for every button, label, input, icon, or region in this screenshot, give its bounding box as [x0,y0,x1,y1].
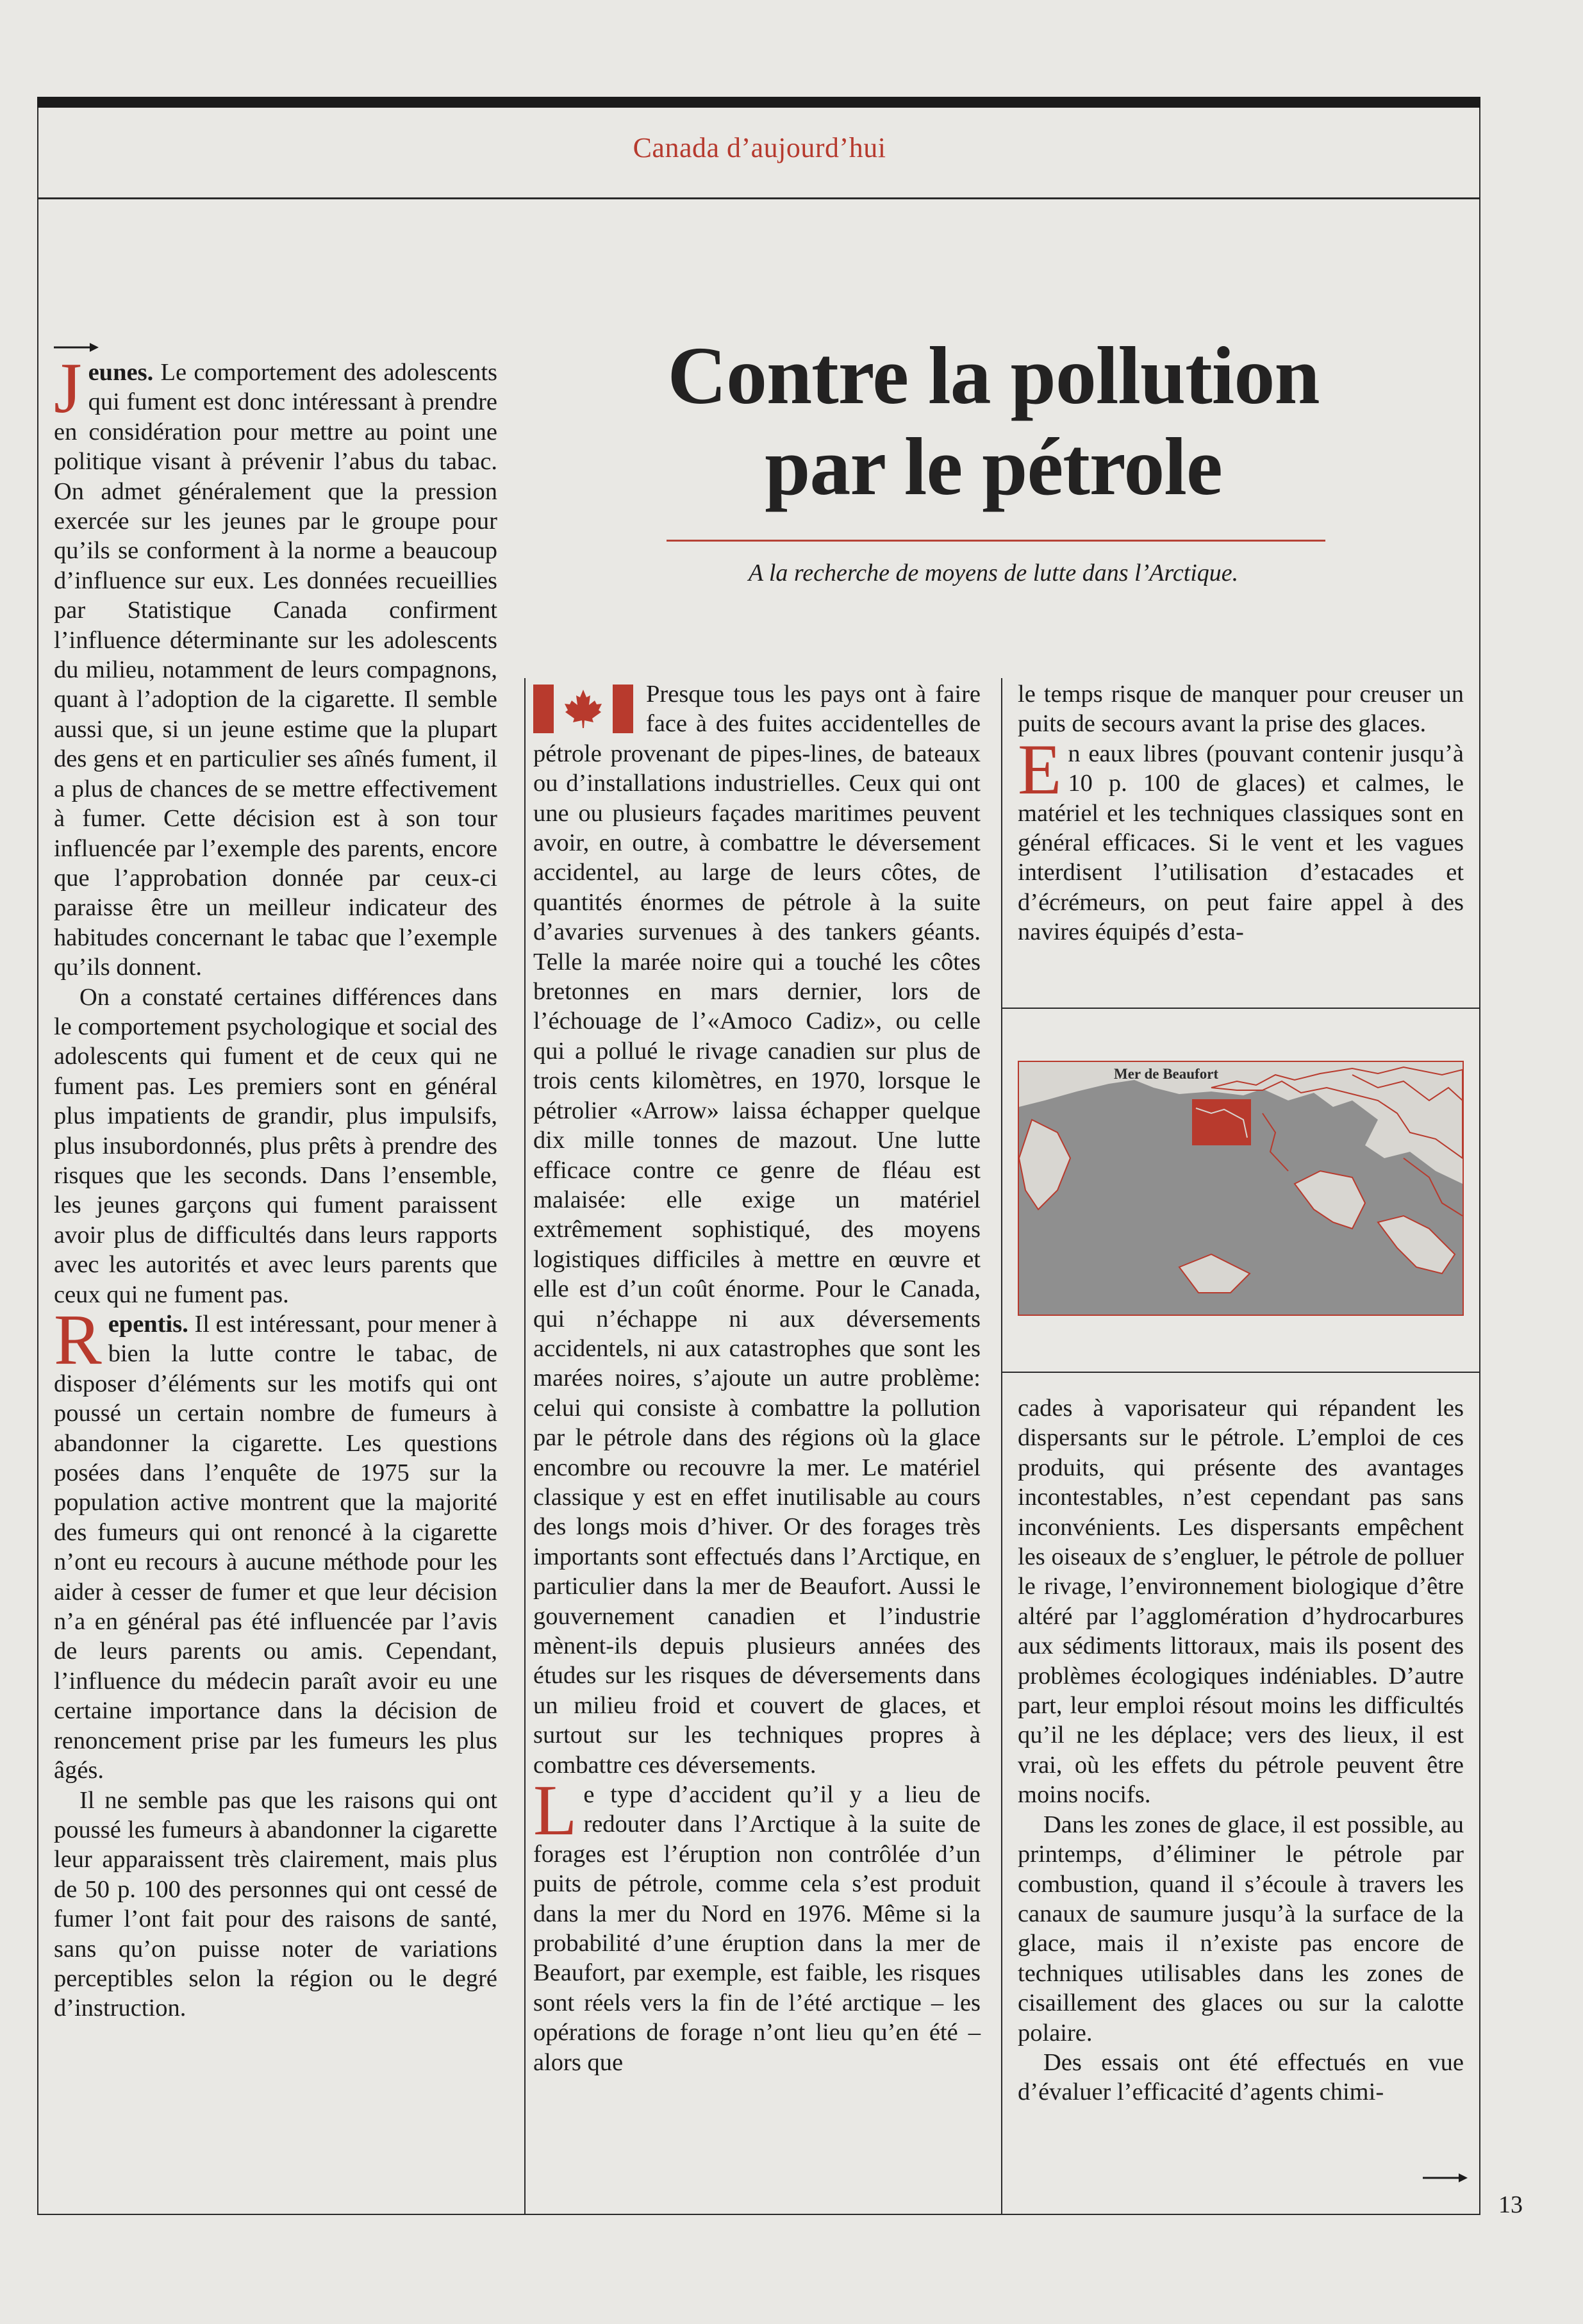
run-in-heading: eunes. [88,359,154,386]
continue-arrow-icon [1423,2171,1468,2184]
column-divider [524,678,526,2215]
paragraph-text: le temps risque de manquer pour creuser un puits de secours avant la prise des glaces. [1018,681,1464,738]
paragraph-text [1018,729,1464,947]
title-line: par le pétrole [765,421,1222,512]
article-title [590,330,1397,512]
figure-rule-top [1001,1008,1480,1009]
drop-cap: J [54,349,82,428]
map-label: Mer de Beaufort [1114,1066,1219,1082]
figure-rule-bottom [1001,1372,1480,1373]
drop-cap: R [54,1300,102,1380]
run-in-heading: epentis. [108,1311,188,1338]
column-divider [1001,678,1002,2215]
drop-cap: L [533,1771,577,1851]
header-rule [37,197,1480,199]
paragraph-repentis [54,1300,497,1786]
map-of-canada-figure [1018,1061,1464,1316]
page-number: 13 [1498,2191,1523,2218]
paragraph-text: Des essais ont été effectués en vue d’évaluer l’efficacité d’agents chimi- [1018,2048,1464,2106]
paragraph-text: n eaux libres (pouvant contenir jusqu’à 10 p. 100 de glaces) et calmes, le matériel et les techniques classiques sont en général efficaces. Si le vent et les vagues interdisent l’utilisation d’estacades et d’écrémeurs, on peut faire appel à des navires équipés d’esta- [1018,740,1464,946]
article-subtitle: A la recherche de moyens de lutte dans l’Arctique. [748,560,1239,586]
running-header: Canada d’aujourd’hui [633,132,886,163]
paragraph-jeunes [54,349,497,983]
title-line: Contre la pollution [667,330,1320,421]
middle-column [533,679,981,2077]
canadian-flag-icon [533,685,633,733]
top-rule [37,97,1480,108]
paragraph-text [533,1771,981,2077]
left-column [54,349,497,2023]
paragraph-text: Dans les zones de glace, il est possible, au printemps, d’éliminer le pétrole par combustion, quand il s’écoule à travers les canaux de saumure jusqu’à la surface de la glace, mais il n’existe pas encore de techniques utilisables dans les zones de cisaillement des glaces ou sur la calotte polaire. [1018,1811,1464,2046]
paragraph-intro [533,679,981,1780]
paragraph-text: Il est intéressant, pour mener à bien la lutte contre le tabac, de disposer d’éléments sur les motifs qui ont poussé un certain nombre de fumeurs à abandonner la cigarette. Les questions posées dans l’enquête de 1975 sur la population active montrent que la majorité des fumeurs qui ont renoncé à la cigarette n’ont eu recours à aucune méthode pour les aider à cesser de fumer et que leur décision n’a en général pas été influencée par l’avis de leurs parents ou amis. Cependant, l’influence du médecin paraît avoir eu une certaine importance dans la décision de renoncement prise par les fumeurs les plus âgés. [54,1311,497,1784]
title-rule [667,540,1325,542]
paragraph-text: e type d’accident qu’il y a lieu de redouter dans l’Arctique à la suite de forages est l’éruption non contrôlée d’un puits de pétrole, comme cela s’est produit dans la mer du Nord en 1976. Même si la probabilité d’une éruption dans la mer de Beaufort, par exemple, est faible, les risques sont réels vers la fin de l’été arctique – les opérations de forage n’ont lieu qu’en été – alors que [533,1781,981,2076]
paragraph-text: On a constaté certaines différences dans le comportement psychologique et social des adolescents qui fument et de ceux qui ne fument pas. Les premiers sont en général plus impatients de grandir, plus impulsifs, plus insubordonnés, plus prêts à prendre des risques que les seconds. Dans l’ensemble, les jeunes garçons qui fument paraissent avoir plus de difficultés dans leurs rapports avec les autorités et avec leurs parents que ceux qui ne fument pas. [54,983,497,1308]
drop-cap: E [1018,729,1062,809]
paragraph-text: cades à vaporisateur qui répandent les dispersants sur le pétrole. L’emploi de ces produits, qui présente des avantages incontestables, n’est cependant pas sans inconvénients. Les dispersants empêchent les oiseaux de s’engluer, le pétrole de polluer le rivage, l’environnement biologique d’être altéré par l’agglomération d’hydrocarbures aux sédiments littoraux, mais ils posent des problèmes écologiques indéniables. D’autre part, leur emploi résout moins les difficultés qu’il ne les déplace; vers des lieux, il est vrai, où les effets du pétrole peuvent être moins nocifs. [1018,1395,1464,1809]
paragraph-text: Presque tous les pays ont à faire face à des fuites accidentelles de pétrole provenant de pipes-lines, de bateaux ou d’installations industrielles. Ceux qui ont une ou plusieurs façades maritimes peuvent avoir, en outre, à combattre le déversement accidentel, au large de leurs côtes, de quantités énormes de pétrole à la suite d’avaries survenues à des tankers géants. Telle la marée noire qui a touché les côtes bretonnes en mars dernier, lors de l’échouage de l’«Amoco Cadiz», ou celle qui a pollué le rivage canadien sur plus de trois cents kilomètres, en 1970, lorsque le pétrolier «Arrow» laissa échapper quelque dix mille tonnes de mazout. Une lutte efficace contre ce genre de fléau est malaisée: elle exige un matériel extrêmement sophistiqué, des moyens logistiques difficiles à mettre en œuvre et elle est d’un coût énorme. Pour le Canada, qui n’échappe ni aux déversements accidentels, ni aux catastrophes que sont les marées noires, s’ajoute un autre problème: celui qui consiste à combattre la pollution par le pétrole dans des régions où la glace encombre ou recouvre la mer. Le matériel classique y est en effet inutilisable au cours des longs mois d’hiver. Or des forages très importants sont effectués dans l’Arctique, en particulier dans la mer de Beaufort. Aussi le gouvernement canadien et l’industrie mènent-ils depuis plusieurs années des études sur les risques de déversements dans un milieu froid et couvert de glaces, et surtout sur les techniques propres à combattre ces déversements. [533,681,981,1779]
right-column-bottom [1018,1393,1464,2107]
paragraph-text: Le comportement des adolescents qui fument est donc intéressant à prendre en considération pour mettre au point une politique visant à prévenir l’abus du tabac. On admet généralement que la pression exercée sur les jeunes par le groupe pour qu’ils se conforment à la norme a beaucoup d’influence sur eux. Les données recueillies par Statistique Canada confirment l’influence déterminante sur les adolescents du milieu, notamment de leurs compagnons, quant à l’adoption de la cigarette. Il semble aussi que, si un jeune estime que la plupart des gens et en particulier ses aînés fument, il a plus de chances de se mettre effectivement à fumer. Cette décision est à son tour influencée par l’exemple des parents, encore que l’approbation donnée par ceux-ci paraisse être un meilleur indicateur des habitudes concernant le tabac que l’exemple qu’ils donnent. [54,359,497,981]
right-column-top [1018,679,1464,947]
paragraph-text: Il ne semble pas que les raisons qui ont poussé les fumeurs à abandonner la cigarette leur apparaissent très clairement, mais plus de 50 p. 100 des personnes qui ont cessé de fumer l’ont fait pour des raisons de santé, sans qu’on puisse noter de variations perceptibles selon la région ou le degré d’instruction. [54,1786,497,2022]
